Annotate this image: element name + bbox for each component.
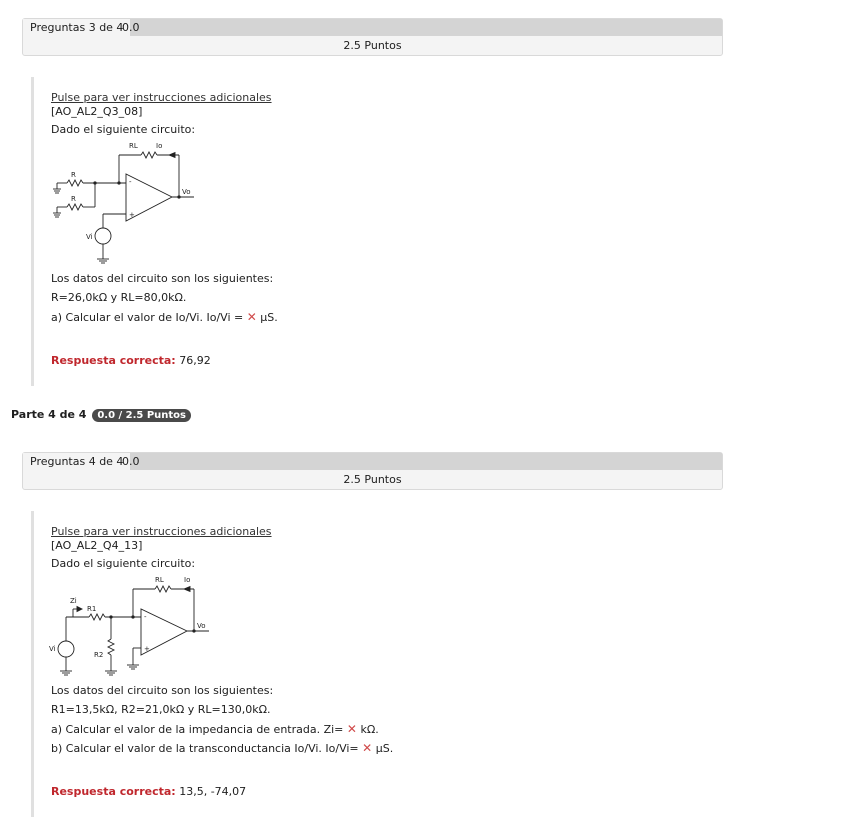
instructions-link[interactable]: Pulse para ver instrucciones adicionales — [51, 91, 272, 104]
svg-text:+: + — [144, 645, 150, 653]
data-title: Los datos del circuito son los siguientes: — [51, 272, 274, 285]
label-r-bottom: R — [71, 195, 76, 203]
correct-answer-value: 76,92 — [179, 354, 211, 367]
correct-answer — [51, 785, 246, 798]
label-vo: Vo — [182, 188, 191, 196]
part-a-text: a) Calcular el valor de Io/Vi. Io/Vi = — [51, 311, 244, 324]
part-b-unit: µS. — [375, 742, 394, 755]
question-4-body — [31, 511, 734, 817]
question-code: [AO_AL2_Q4_13] — [51, 539, 143, 552]
svg-text:-: - — [129, 178, 132, 186]
correct-answer-value: 13,5, -74,07 — [179, 785, 247, 798]
label-vi: Vi — [86, 233, 93, 241]
part-a-unit: kΩ. — [360, 723, 379, 736]
label-vi: Vi — [49, 645, 56, 653]
label-rl: RL — [155, 576, 164, 584]
question-intro: Dado el siguiente circuito: — [51, 557, 196, 570]
part-a-text: a) Calcular el valor de la impedancia de entrada. Zi= — [51, 723, 344, 736]
part-a — [51, 310, 278, 324]
data-values: R1=13,5kΩ, R2=21,0kΩ y RL=130,0kΩ. — [51, 703, 271, 716]
question-3-label: Preguntas 3 de 4 — [23, 19, 130, 36]
question-3-points: 2.5 Puntos — [343, 39, 402, 52]
question-3-score: 0.0 — [122, 21, 140, 34]
label-io: Io — [184, 576, 191, 584]
part-b — [51, 741, 393, 755]
label-zi: Zi — [70, 597, 77, 605]
wrong-answer-icon: ✕ — [362, 741, 373, 755]
svg-text:-: - — [144, 613, 147, 621]
question-4-header — [22, 452, 723, 490]
instructions-link[interactable]: Pulse para ver instrucciones adicionales — [51, 525, 272, 538]
label-vo: Vo — [197, 622, 206, 630]
label-rl: RL — [129, 142, 138, 150]
question-4-label: Preguntas 4 de 4 — [23, 453, 130, 470]
correct-answer-label: Respuesta correcta: — [51, 354, 176, 367]
question-4-points: 2.5 Puntos — [343, 473, 402, 486]
correct-answer-label: Respuesta correcta: — [51, 785, 176, 798]
data-title: Los datos del circuito son los siguientes: — [51, 684, 274, 697]
part-4-score-badge: 0.0 / 2.5 Puntos — [92, 409, 191, 422]
label-r1: R1 — [87, 605, 97, 613]
part-a-unit: µS. — [260, 311, 278, 324]
wrong-answer-icon: ✕ — [246, 310, 257, 324]
part-4-heading — [11, 408, 191, 422]
part-b-text: b) Calcular el valor de la transconductancia Io/Vi. Io/Vi= — [51, 742, 359, 755]
wrong-answer-icon: ✕ — [346, 722, 357, 736]
label-io: Io — [156, 142, 163, 150]
svg-text:+: + — [129, 211, 135, 219]
correct-answer — [51, 354, 211, 367]
part-4-label: Parte 4 de 4 — [11, 408, 87, 421]
question-4-score: 0.0 — [122, 455, 140, 468]
question-code: [AO_AL2_Q3_08] — [51, 105, 143, 118]
circuit-diagram — [49, 139, 199, 269]
question-3-body — [31, 77, 734, 386]
label-r-top: R — [71, 171, 76, 179]
label-r2: R2 — [94, 651, 104, 659]
question-intro: Dado el siguiente circuito: — [51, 123, 196, 136]
data-values: R=26,0kΩ y RL=80,0kΩ. — [51, 291, 187, 304]
circuit-diagram — [49, 573, 229, 683]
part-a — [51, 722, 379, 736]
question-3-header — [22, 18, 723, 56]
